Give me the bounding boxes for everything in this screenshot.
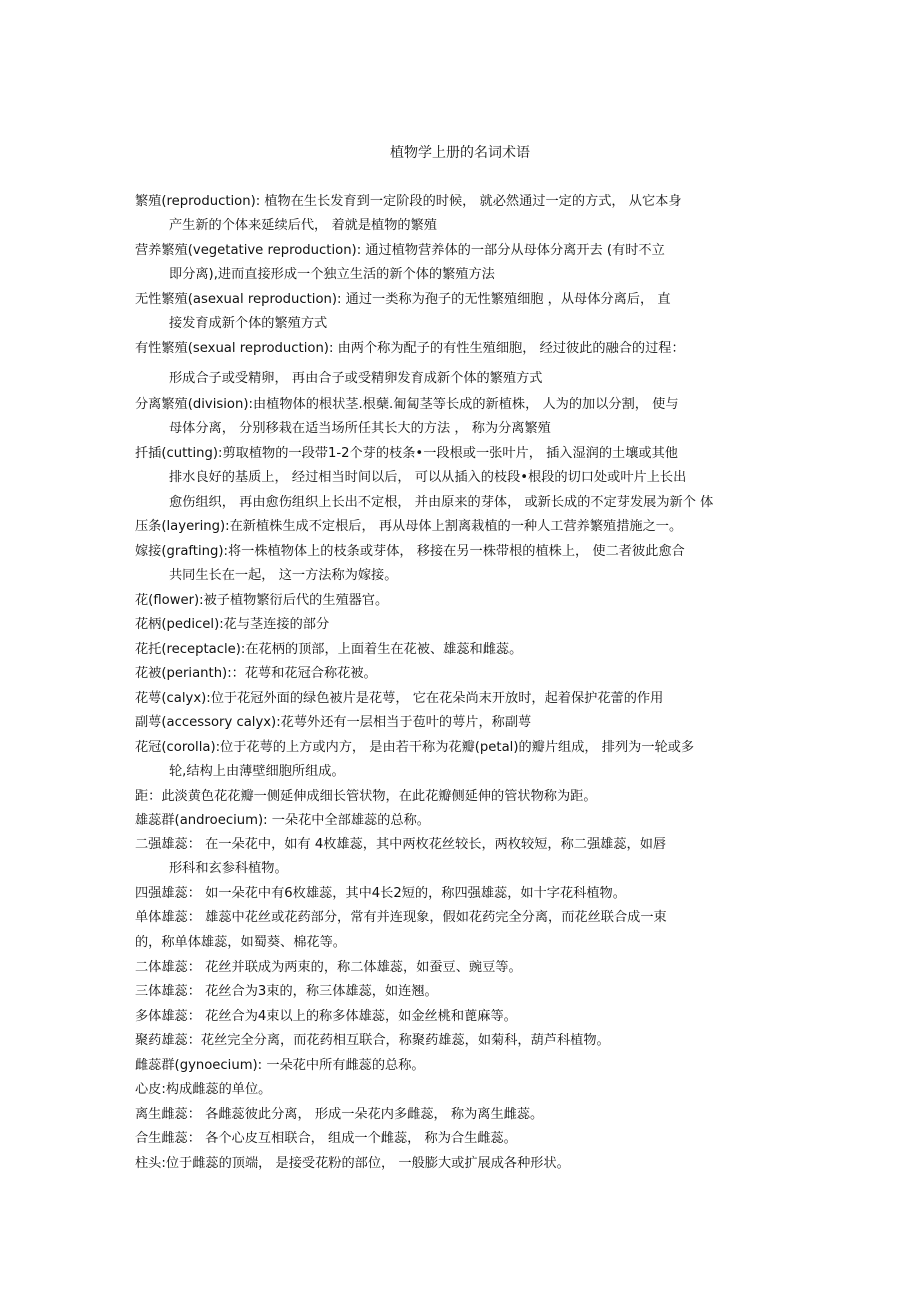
text-line: 三体雄蕊： 花丝合为3束的，称三体雄蕊，如连翘。 (135, 984, 438, 999)
text-line: 产生新的个体来延续后代， 着就是植物的繁殖 (169, 218, 437, 233)
text-line: 分离繁殖(division):由植物体的根状茎.根蘖.匍匐茎等长成的新植株， 人为的加以分割， 使与 (135, 397, 679, 412)
text-line: 排水良好的基质上， 经过相当时间以后， 可以从插入的枝段•根段的切口处或叶片上长出 (169, 470, 687, 485)
text-line: 柱头:位于雌蕊的顶端， 是接受花粉的部位， 一般膨大或扩展成各种形状。 (135, 1156, 570, 1171)
text-line: 雌蕊群(gynoecium): 一朵花中所有雌蕊的总称。 (135, 1058, 425, 1073)
text-line: 花被(perianth):：花萼和花冠合称花被。 (135, 666, 377, 681)
text-line: 母体分离， 分别移栽在适当场所任其长大的方法 ， 称为分离繁殖 (169, 421, 551, 436)
text-line: 共同生长在一起， 这一方法称为嫁接。 (169, 568, 398, 583)
text-line: 形科和玄参科植物。 (169, 861, 288, 876)
text-line: 嫁接(grafting):将一株植物体上的枝条或芽体， 移接在另一株带根的植株上， 使二者彼此愈合 (135, 544, 685, 559)
text-line: 愈伤组织， 再由愈伤组织上长出不定根， 并由原来的芽体， 或新长成的不定芽发展为新个 体 (169, 495, 714, 510)
text-line: 即分离),进而直接形成一个独立生活的新个体的繁殖方法 (169, 267, 495, 282)
text-line: 二体雄蕊： 花丝并联成为两束的，称二体雄蕊，如蚕豆、豌豆等。 (135, 960, 522, 975)
text-line: 花萼(calyx):位于花冠外面的绿色被片是花萼， 它在花朵尚末开放时，起着保护花蕾的作用 (135, 691, 664, 706)
text-line: 接发育成新个体的繁殖方式 (169, 316, 328, 331)
text-line: 聚药雄蕊：花丝完全分离，而花药相互联合，称聚药雄蕊，如菊科，葫芦科植物。 (135, 1033, 610, 1048)
text-line: 心皮:构成雌蕊的单位。 (135, 1082, 272, 1097)
text-line: 二强雄蕊： 在一朵花中，如有 4枚雄蕊，其中两枚花丝较长，两枚较短，称二强雄蕊，如唇 (135, 837, 667, 852)
text-line: 扦插(cutting):剪取植物的一段带1-2个芽的枝条•一段根或一张叶片， 插入湿润的土壤或其他 (135, 446, 678, 461)
text-line: 有性繁殖(sexual reproduction): 由两个称为配子的有性生殖细胞， 经过彼此的融合的过程： (135, 341, 685, 356)
page-title: 植物学上册的名词术语 (390, 145, 530, 161)
text-line: 多体雄蕊： 花丝合为4束以上的称多体雄蕊，如金丝桃和蓖麻等。 (135, 1009, 517, 1024)
text-line: 轮,结构上由薄壁细胞所组成。 (169, 764, 345, 779)
text-line: 形成合子或受精卵， 再由合子或受精卵发育成新个体的繁殖方式 (169, 371, 543, 386)
text-line: 繁殖(reproduction): 植物在生长发育到一定阶段的时候， 就必然通过一定的方式， 从它本身 (135, 194, 682, 209)
text-line: 花托(receptacle):在花柄的顶部，上面着生在花被、雄蕊和雌蕊。 (135, 642, 523, 657)
text-line: 无性繁殖(asexual reproduction): 通过一类称为孢子的无性繁殖细胞 ，从母体分离后， 直 (135, 292, 671, 307)
text-line: 合生雌蕊： 各个心皮互相联合， 组成一个雌蕊， 称为合生雌蕊。 (135, 1131, 517, 1146)
text-line: 花(flower):被子植物繁衍后代的生殖器官。 (135, 593, 389, 608)
text-line: 距：此淡黄色花花瓣一侧延伸成细长管状物，在此花瓣侧延伸的管状物称为距。 (135, 789, 597, 804)
text-line: 花冠(corolla):位于花萼的上方或内方， 是由若干称为花瓣(petal)的瓣片组成， 排列为一轮或多 (135, 740, 695, 755)
text-line: 副萼(accessory calyx):花萼外还有一层相当于苞叶的萼片，称副萼 (135, 715, 532, 730)
text-line: 压条(layering):在新植株生成不定根后， 再从母体上割离栽植的一种人工营养繁殖措施之一。 (135, 519, 683, 534)
text-line: 营养繁殖(vegetative reproduction): 通过植物营养体的一部分从母体分离开去 (有时不立 (135, 243, 665, 258)
text-line: 四强雄蕊： 如一朵花中有6枚雄蕊，其中4长2短的，称四强雄蕊，如十字花科植物。 (135, 886, 626, 901)
text-line: 的，称单体雄蕊，如蜀葵、棉花等。 (135, 935, 346, 950)
text-line: 单体雄蕊： 雄蕊中花丝或花药部分，常有并连现象，假如花药完全分离，而花丝联合成一束 (135, 910, 667, 925)
text-line: 离生雌蕊： 各雌蕊彼此分离， 形成一朵花内多雌蕊， 称为离生雌蕊。 (135, 1107, 544, 1122)
text-line: 雄蕊群(androecium): 一朵花中全部雄蕊的总称。 (135, 813, 430, 828)
text-line: 花柄(pedicel):花与茎连接的部分 (135, 617, 330, 632)
